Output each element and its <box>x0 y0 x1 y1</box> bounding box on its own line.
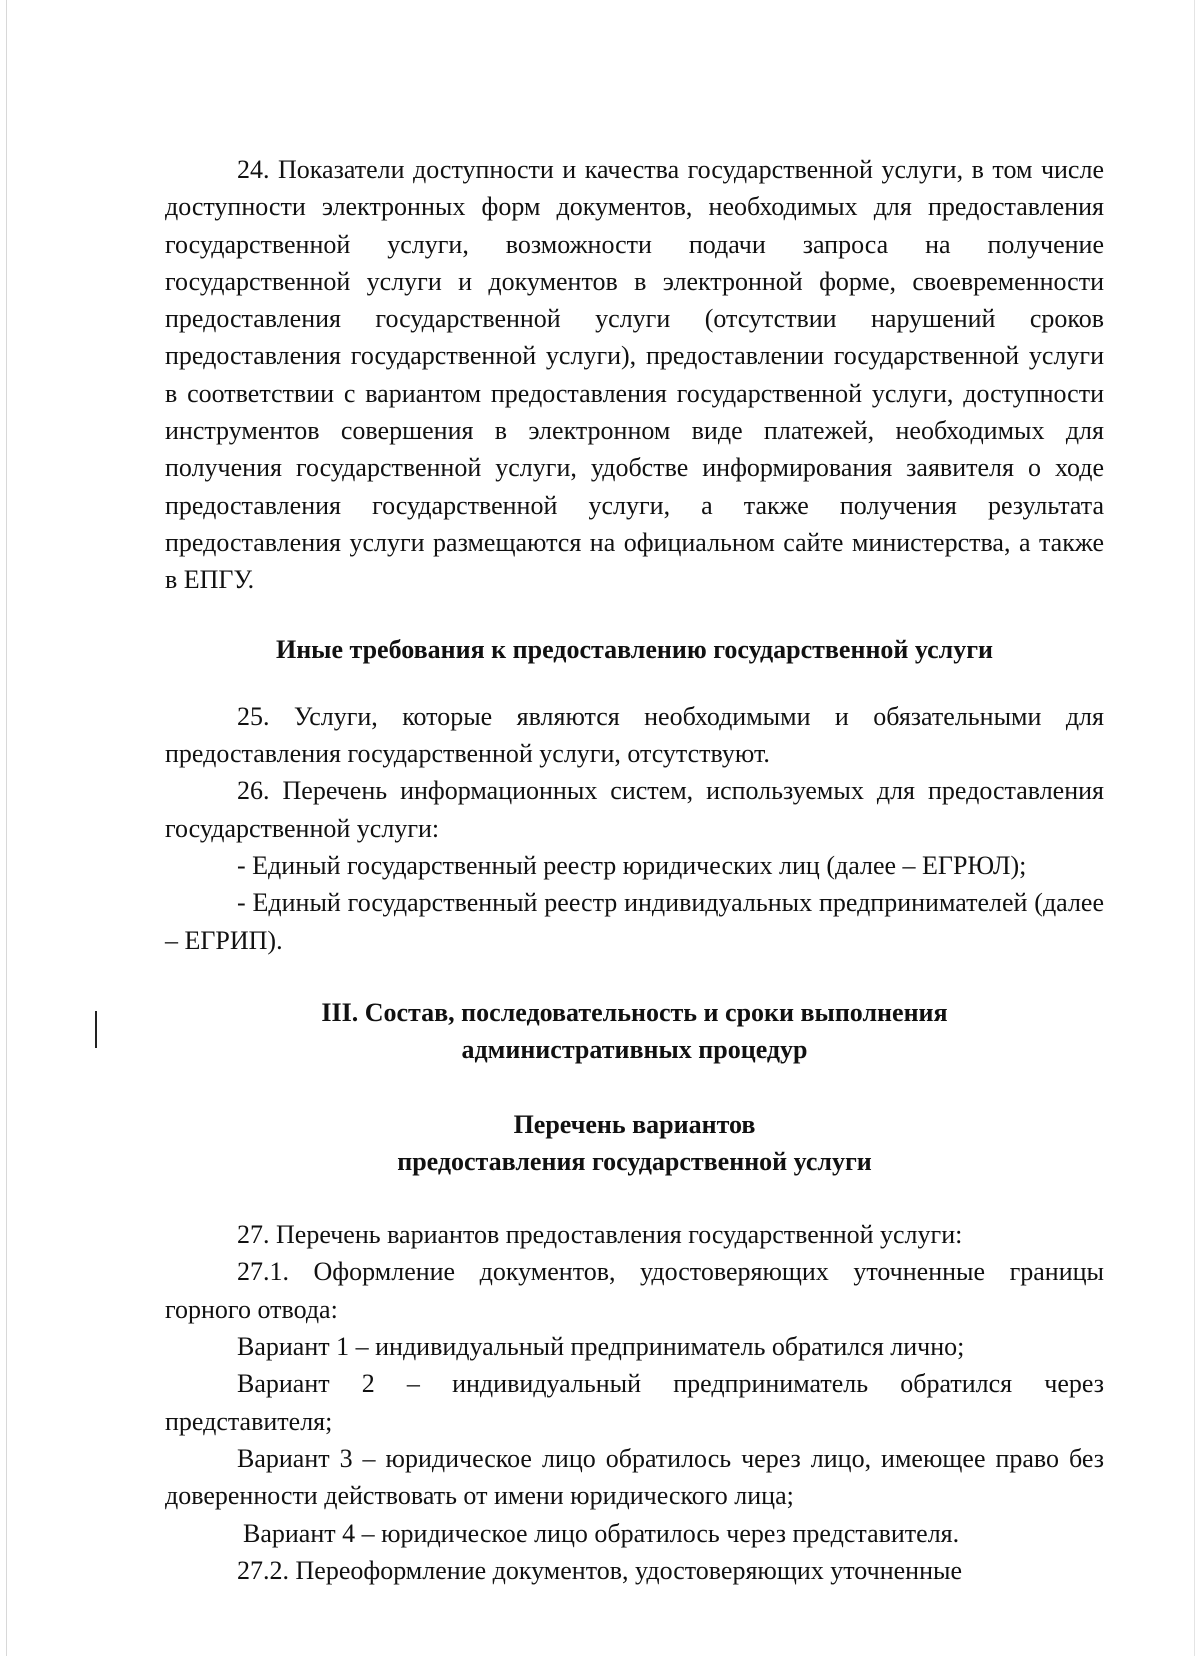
variant-3: Вариант 3 – юридическое лицо обратилось через лицо, имеющее право без доверенности действовать от имени юридического лица; <box>165 1443 1104 1511</box>
page-edge-left <box>6 0 7 1656</box>
document-body <box>165 151 1104 1589</box>
variant-2: Вариант 2 – индивидуальный предприниматель обратился через представителя; <box>165 1369 1104 1436</box>
paragraph-24: 24. Показатели доступности и качества государственной услуги, в том числе доступности электронных форм документов, необходимых для предоставления государственной услуги, возможности подачи запроса на получение государственной услуги и документов в электронной форме, своевременности предоставления государственной услуги (отсутствии нарушений сроков предоставления государственной услуги), предоставлении государственной услуги в соответствии с вариантом предоставления государственной услуги, доступности инструментов совершения в электронном виде платежей, необходимых для получения государственной услуги, удобстве информирования заявителя о ходе предоставления государственной услуги, а также получения результата предоставления услуги размещаются на официальном сайте министерства, а также в ЕПГУ. <box>165 155 1104 595</box>
paragraph-26: 26. Перечень информационных систем, используемых для предоставления государственной услуги: <box>165 776 1104 843</box>
variant-1: Вариант 1 – индивидуальный предприниматель обратился лично; <box>237 1332 965 1362</box>
page-edge-right <box>1194 0 1195 1656</box>
variants-heading-line-1: Перечень вариантов <box>513 1109 756 1139</box>
paragraph-26-item-egrul: - Единый государственный реестр юридических лиц (далее – ЕГРЮЛ); <box>237 851 1027 881</box>
paragraph-26-item-egrip: - Единый государственный реестр индивидуальных предпринимателей (далее – ЕГРИП). <box>165 888 1104 955</box>
variants-heading <box>165 1106 1104 1181</box>
paragraph-25: 25. Услуги, которые являются необходимыми и обязательными для предоставления государственной услуги, отсутствуют. <box>165 701 1104 769</box>
section-3-heading-line-1: III. Состав, последовательность и сроки выполнения <box>321 997 948 1027</box>
heading-other-requirements: Иные требования к предоставлению государственной услуги <box>275 634 994 664</box>
variant-4: Вариант 4 – юридическое лицо обратилось через представителя. <box>243 1518 960 1548</box>
variants-heading-line-2: предоставления государственной услуги <box>397 1146 872 1176</box>
paragraph-27: 27. Перечень вариантов предоставления государственной услуги: <box>237 1220 963 1250</box>
section-3-heading <box>165 994 1104 1069</box>
paragraph-27-1: 27.1. Оформление документов, удостоверяющих уточненные границы горного отвода: <box>165 1257 1104 1324</box>
margin-change-bar <box>95 1011 97 1048</box>
paragraph-27-2: 27.2. Переоформление документов, удостоверяющих уточненные <box>237 1555 962 1585</box>
section-3-heading-line-2: административных процедур <box>461 1035 808 1065</box>
